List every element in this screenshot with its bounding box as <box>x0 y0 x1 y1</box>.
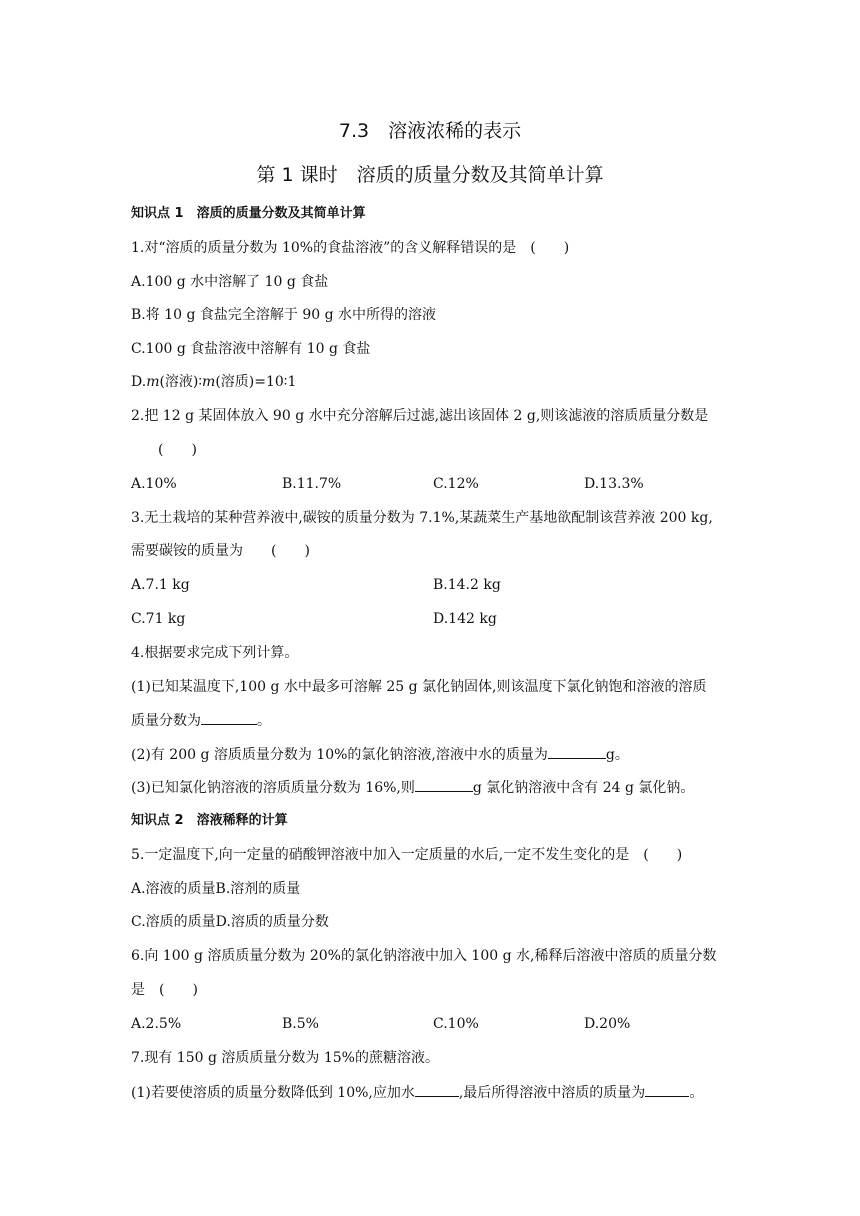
question-2-option-d: D.13.3% <box>584 476 644 492</box>
page-title: 7.3 溶液浓稀的表示 <box>338 120 522 142</box>
question-2-option-c: C.12% <box>433 476 479 492</box>
question-3-option-a: A.7.1 kg <box>131 577 190 593</box>
question-1-option-d: D.m(溶液)∶m(溶质)=10∶1 <box>131 374 297 390</box>
question-2-stem: 2.把 12 g 某固体放入 90 g 水中充分溶解后过滤,滤出该固体 2 g,则该滤液的溶质质量分数是 <box>131 408 709 424</box>
question-6-option-a: A.2.5% <box>131 1016 182 1032</box>
question-6-option-b: B.5% <box>282 1016 319 1032</box>
question-7-stem: 7.现有 150 g 溶质质量分数为 15%的蔗糖溶液。 <box>131 1050 439 1066</box>
question-4-stem: 4.根据要求完成下列计算。 <box>131 645 299 661</box>
question-1-stem: 1.对“溶质的质量分数为 10%的食盐溶液”的含义解释错误的是 ( ) <box>131 240 570 256</box>
question-7-part1: (1)若要使溶质的质量分数降低到 10%,应加水 ,最后所得溶液中溶质的质量为 。 <box>131 1082 703 1103</box>
question-5-options-cd: C.溶质的质量D.溶质的质量分数 <box>131 914 329 930</box>
question-4-part2: (2)有 200 g 溶质质量分数为 10%的氯化钠溶液,溶液中水的质量为 g。 <box>131 744 629 765</box>
question-1-option-a: A.100 g 水中溶解了 10 g 食盐 <box>131 274 329 290</box>
answer-blank[interactable] <box>415 777 473 792</box>
question-6-stem-line1: 6.向 100 g 溶质质量分数为 20%的氯化钠溶液中加入 100 g 水,稀释后溶液中溶质的质量分数 <box>131 948 717 964</box>
question-1-option-b: B.将 10 g 食盐完全溶解于 90 g 水中所得的溶液 <box>131 307 436 323</box>
question-3-option-b: B.14.2 kg <box>433 577 501 593</box>
question-2-option-b: B.11.7% <box>282 476 342 492</box>
answer-blank[interactable] <box>201 710 257 725</box>
question-2-answer-paren: ( ) <box>158 442 197 458</box>
section-heading-2: 知识点 2 溶液稀释的计算 <box>131 813 288 828</box>
question-1-option-c: C.100 g 食盐溶液中溶解有 10 g 食盐 <box>131 341 371 357</box>
question-6-stem-line2: 是 ( ) <box>131 982 198 998</box>
question-4-part1-line2: 质量分数为 。 <box>131 710 271 731</box>
question-3-stem-line2: 需要碳铵的质量为 ( ) <box>131 543 310 559</box>
question-3-option-c: C.71 kg <box>131 611 186 627</box>
question-4-part1-line1: (1)已知某温度下,100 g 水中最多可溶解 25 g 氯化钠固体,则该温度下氯化钠饱和溶液的溶质 <box>131 679 707 695</box>
question-5-stem: 5.一定温度下,向一定量的硝酸钾溶液中加入一定质量的水后,一定不发生变化的是 ( ) <box>131 847 683 863</box>
section-heading-1: 知识点 1 溶质的质量分数及其简单计算 <box>131 206 366 221</box>
question-3-stem-line1: 3.无土栽培的某种营养液中,碳铵的质量分数为 7.1%,某蔬菜生产基地欲配制该营养液 200 kg, <box>131 510 713 526</box>
answer-blank[interactable] <box>645 1082 689 1097</box>
question-6-option-d: D.20% <box>584 1016 631 1032</box>
question-6-option-c: C.10% <box>433 1016 479 1032</box>
question-3-option-d: D.142 kg <box>433 611 497 627</box>
question-4-part3: (3)已知氯化钠溶液的溶质质量分数为 16%,则 g 氯化钠溶液中含有 24 g 氯化钠。 <box>131 777 694 798</box>
answer-blank[interactable] <box>415 1082 459 1097</box>
question-2-option-a: A.10% <box>131 476 177 492</box>
answer-blank[interactable] <box>548 744 606 759</box>
question-5-options-ab: A.溶液的质量B.溶剂的质量 <box>131 881 301 897</box>
page-subtitle: 第 1 课时 溶质的质量分数及其简单计算 <box>256 164 604 186</box>
